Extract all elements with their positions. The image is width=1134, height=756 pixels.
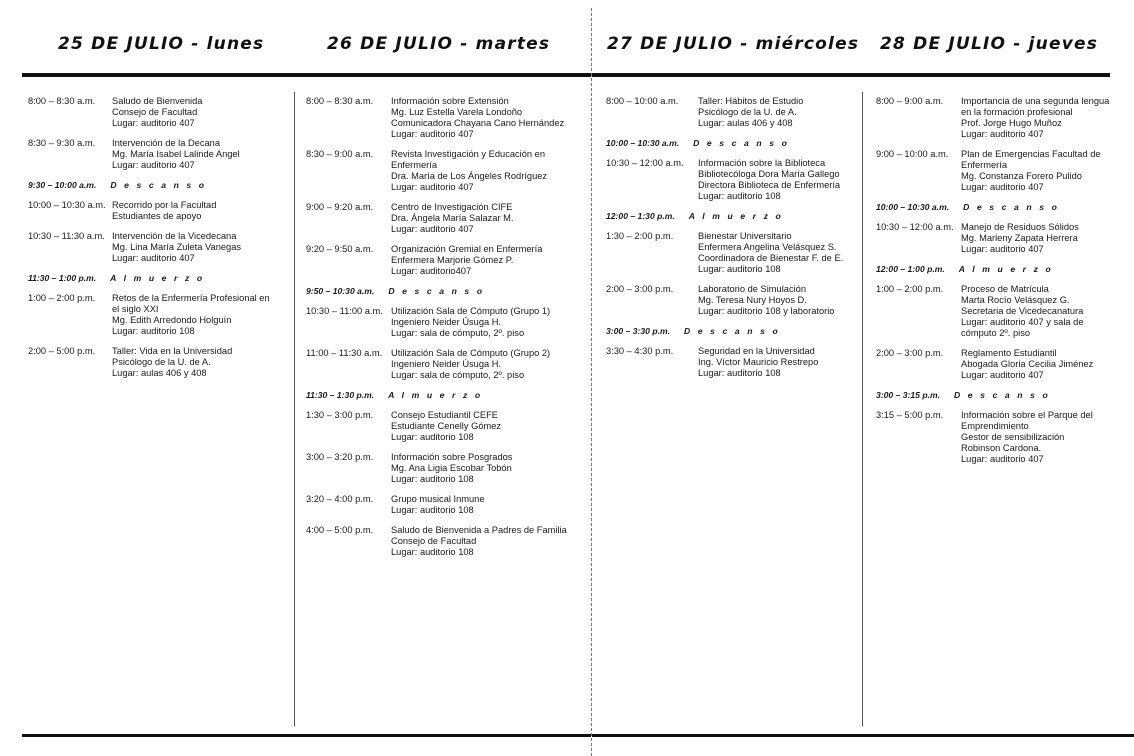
schedule-entry — [876, 348, 1109, 381]
entry-detail-line: Mg. Luz Estella Varela Londoño — [391, 107, 523, 117]
entry-time: 1:30 – 3:00 p.m. — [306, 410, 374, 420]
break-label: D e s c a n s o — [388, 286, 485, 296]
entry-activity: Saludo de Bienvenida a Padres de Familia — [391, 525, 567, 535]
entry-time: 8:00 – 8:30 a.m. — [28, 96, 96, 106]
day-column-25 — [28, 96, 270, 388]
entry-first-row — [306, 494, 567, 505]
entry-time: 1:00 – 2:00 p.m. — [876, 284, 944, 294]
entry-time: 3:30 – 4:30 p.m. — [606, 346, 674, 356]
entry-first-row — [606, 158, 843, 169]
schedule-entry — [606, 284, 843, 317]
entry-detail-line: Lugar: auditorio 407 — [112, 253, 195, 263]
entry-time: 2:00 – 5:00 p.m. — [28, 346, 96, 356]
entry-activity: Revista Investigación y Educación en — [391, 149, 546, 159]
entry-activity: Proceso de Matrícula — [961, 284, 1049, 294]
entry-time: 3:15 – 5:00 p.m. — [876, 410, 944, 420]
entry-activity: Información sobre Extensión — [391, 96, 509, 106]
entry-activity: Información sobre la Biblioteca — [698, 158, 826, 168]
entry-time: 11:00 – 11:30 a.m. — [306, 348, 383, 358]
entry-first-row — [876, 96, 1109, 107]
entry-activity: Laboratorio de Simulación — [698, 284, 807, 294]
break-entry — [876, 202, 1109, 213]
break-entry — [606, 138, 843, 149]
entry-time: 10:30 – 12:00 a.m. — [876, 222, 954, 232]
break-time: 9:50 – 10:30 a.m. — [306, 286, 375, 296]
break-label: D e s c a n s o — [693, 138, 790, 148]
entry-first-row — [28, 96, 270, 107]
entry-detail-line: cómputo 2º. piso — [961, 328, 1031, 338]
entry-detail-line: Enfermería — [961, 160, 1007, 170]
entry-detail-line: Enfermera Marjorie Gómez P. — [391, 255, 514, 265]
schedule-entry — [28, 200, 270, 222]
entry-activity: Taller: Vida en la Universidad — [112, 346, 233, 356]
break-time: 12:00 – 1:30 p.m. — [606, 211, 675, 221]
schedule-entry — [306, 149, 567, 193]
entry-first-row — [306, 149, 567, 160]
schedule-entry — [306, 410, 567, 443]
schedule-entry — [876, 284, 1109, 339]
schedule-entry — [306, 452, 567, 485]
entry-time: 2:00 – 3:00 p.m. — [606, 284, 674, 294]
schedule-entry — [606, 231, 843, 275]
entry-activity: Utilización Sala de Cómputo (Grupo 1) — [391, 306, 551, 316]
break-label: A l m u e r z o — [388, 390, 483, 400]
entry-detail-line: Lugar: auditorio 407 — [961, 454, 1044, 464]
column-separator-1 — [294, 92, 295, 726]
break-time: 11:30 – 1:30 p.m. — [306, 390, 375, 400]
entry-time: 8:30 – 9:30 a.m. — [28, 138, 96, 148]
entry-detail-line: Ingeniero Neider Úsuga H. — [391, 359, 502, 369]
entry-first-row — [28, 200, 270, 211]
break-label: D e s c a n s o — [954, 390, 1051, 400]
entry-detail-line: Abogada Gloria Cecilia Jiménez — [961, 359, 1094, 369]
schedule-entry — [306, 96, 567, 140]
entry-detail-line: Lugar: auditorio 108 — [391, 474, 474, 484]
entry-detail-line: Bibliotecóloga Dora María Gallego — [698, 169, 840, 179]
entry-detail-line: Robinson Cardona. — [961, 443, 1042, 453]
entry-time: 4:00 – 5:00 p.m. — [306, 525, 374, 535]
entry-activity: Utilización Sala de Cómputo (Grupo 2) — [391, 348, 551, 358]
day-column-28 — [876, 96, 1109, 474]
entry-activity: Manejo de Residuos Sólidos — [961, 222, 1079, 232]
entry-detail-line: Lugar: auditorio 407 — [961, 129, 1044, 139]
entry-time: 9:00 – 10:00 a.m. — [876, 149, 949, 159]
entry-first-row — [306, 452, 567, 463]
entry-detail-line: Comunicadora Chayana Cano Hernández — [391, 118, 565, 128]
entry-time: 10:00 – 10:30 a.m. — [28, 200, 106, 210]
footer-rule-right — [592, 734, 1134, 737]
header-rule-right — [592, 73, 1110, 77]
entry-time: 8:00 – 8:30 a.m. — [306, 96, 374, 106]
schedule-entry — [606, 158, 843, 202]
schedule-entry — [306, 494, 567, 516]
schedule-entry — [306, 348, 567, 381]
break-entry — [876, 390, 1109, 401]
break-time: 10:00 – 10:30 a.m. — [606, 138, 680, 148]
schedule-entry — [876, 149, 1109, 193]
entry-detail-line: Dra. Ángela María Salazar M. — [391, 213, 514, 223]
header-rule-left — [22, 73, 591, 77]
entry-detail-line: Ing. Víctor Mauricio Restrepo — [698, 357, 819, 367]
entry-activity: Recorrido por la Facultad — [112, 200, 217, 210]
schedule-entry — [28, 346, 270, 379]
schedule-entry — [28, 96, 270, 129]
break-label: A l m u e r z o — [688, 211, 784, 221]
entry-first-row — [28, 346, 270, 357]
footer-rule-left — [22, 734, 591, 737]
entry-detail-line: Lugar: auditorio 407 — [961, 244, 1044, 254]
entry-first-row — [306, 202, 567, 213]
entry-first-row — [28, 293, 270, 304]
entry-detail-line: Lugar: auditorio 108 — [391, 432, 474, 442]
entry-detail-line: Consejo de Facultad — [112, 107, 198, 117]
entry-activity: Plan de Emergencias Facultad de — [961, 149, 1101, 159]
entry-detail-line: Mg. Marleny Zapata Herrera — [961, 233, 1078, 243]
entry-detail-line: Lugar: sala de cómputo, 2º. piso — [391, 370, 525, 380]
entry-detail-line: Lugar: auditorio 407 — [391, 129, 474, 139]
entry-time: 1:30 – 2:00 p.m. — [606, 231, 674, 241]
day-column-27 — [606, 96, 843, 388]
entry-first-row — [876, 149, 1109, 160]
entry-first-row — [28, 231, 270, 242]
entry-detail-line: Lugar: aulas 406 y 408 — [112, 368, 207, 378]
entry-detail-line: Mg. Constanza Forero Pulido — [961, 171, 1082, 181]
entry-detail-line: Lugar: auditorio 407 — [391, 182, 474, 192]
schedule-entry — [306, 244, 567, 277]
break-entry — [306, 390, 567, 401]
schedule-entry — [876, 222, 1109, 255]
entry-first-row — [306, 525, 567, 536]
entry-detail-line: Lugar: auditorio 108 y laboratorio — [698, 306, 835, 316]
entry-detail-line: Lugar: auditorio 407 — [112, 160, 195, 170]
break-time: 3:00 – 3:15 p.m. — [876, 390, 941, 400]
entry-activity: Organización Gremial en Enfermería — [391, 244, 543, 254]
day-title-25: 25 DE JULIO - lunes — [58, 34, 265, 54]
entry-time: 1:00 – 2:00 p.m. — [28, 293, 96, 303]
entry-detail-line: en la formación profesional — [961, 107, 1073, 117]
break-time: 3:00 – 3:30 p.m. — [606, 326, 671, 336]
day-title-27: 27 DE JULIO - miércoles — [607, 34, 860, 54]
entry-activity: Reglamento Estudiantil — [961, 348, 1057, 358]
entry-detail-line: Coordinadora de Bienestar F. de E. — [698, 253, 844, 263]
schedule-entry — [876, 410, 1109, 465]
entry-first-row — [306, 410, 567, 421]
entry-detail-line: Emprendimiento — [961, 421, 1029, 431]
break-label: A l m u e r z o — [958, 264, 1054, 274]
entry-first-row — [28, 138, 270, 149]
schedule-entry — [28, 231, 270, 264]
entry-detail-line: Psicólogo de la U. de A. — [112, 357, 211, 367]
entry-activity: Centro de Investigación CIFE — [391, 202, 513, 212]
entry-detail-line: Lugar: auditorio 108 — [698, 368, 781, 378]
entry-detail-line: Lugar: auditorio 108 — [391, 505, 474, 515]
break-time: 12:00 – 1:00 p.m. — [876, 264, 945, 274]
entry-detail-line: Lugar: auditorio 108 — [391, 547, 474, 557]
entry-detail-line: Psicólogo de la U. de A. — [698, 107, 797, 117]
entry-activity: Intervención de la Vicedecana — [112, 231, 237, 241]
break-entry — [606, 211, 843, 222]
schedule-entry — [306, 202, 567, 235]
entry-detail-line: Lugar: auditorio 407 — [961, 370, 1044, 380]
entry-activity: Retos de la Enfermería Profesional en — [112, 293, 270, 303]
entry-detail-line: Mg. María Isabel Lalinde Angel — [112, 149, 240, 159]
entry-time: 10:30 – 11:00 a.m. — [306, 306, 383, 316]
entry-detail-line: Estudiantes de apoyo — [112, 211, 202, 221]
break-time: 9:30 – 10:00 a.m. — [28, 180, 97, 190]
entry-detail-line: Mg. Teresa Nury Hoyos D. — [698, 295, 807, 305]
entry-time: 3:00 – 3:20 p.m. — [306, 452, 374, 462]
day-column-26 — [306, 96, 567, 567]
entry-detail-line: Lugar: sala de cómputo, 2º. piso — [391, 328, 525, 338]
break-label: D e s c a n s o — [963, 202, 1060, 212]
entry-activity: Bienestar Universitario — [698, 231, 792, 241]
entry-time: 8:30 – 9:00 a.m. — [306, 149, 374, 159]
entry-detail-line: Secretaria de Vicedecanatura — [961, 306, 1084, 316]
day-title-28: 28 DE JULIO - jueves — [880, 34, 1099, 54]
entry-activity: Información sobre Posgrados — [391, 452, 513, 462]
entry-detail-line: Lugar: auditorio407 — [391, 266, 472, 276]
entry-detail-line: Gestor de sensibilización — [961, 432, 1065, 442]
entry-first-row — [876, 348, 1109, 359]
schedule-entry — [306, 306, 567, 339]
entry-detail-line: Marta Rocío Velásquez G. — [961, 295, 1070, 305]
break-entry — [876, 264, 1109, 275]
entry-first-row — [606, 96, 843, 107]
entry-time: 10:30 – 12:00 a.m. — [606, 158, 684, 168]
entry-detail-line: Lugar: auditorio 108 — [112, 326, 195, 336]
entry-detail-line: Mg. Ana Ligia Escobar Tobón — [391, 463, 512, 473]
entry-first-row — [606, 231, 843, 242]
break-time: 11:30 – 1:00 p.m. — [28, 273, 97, 283]
entry-detail-line: Prof. Jorge Hugo Muñoz — [961, 118, 1062, 128]
entry-detail-line: Ingeniero Neider Úsuga H. — [391, 317, 502, 327]
entry-detail-line: el siglo XXI — [112, 304, 159, 314]
entry-detail-line: Lugar: auditorio 407 y sala de — [961, 317, 1084, 327]
entry-time: 9:20 – 9:50 a.m. — [306, 244, 374, 254]
entry-first-row — [876, 284, 1109, 295]
entry-detail-line: Lugar: auditorio 108 — [698, 264, 781, 274]
entry-detail-line: Consejo de Facultad — [391, 536, 477, 546]
entry-activity: Información sobre el Parque del — [961, 410, 1093, 420]
entry-first-row — [306, 244, 567, 255]
entry-detail-line: Enfermería — [391, 160, 437, 170]
entry-activity: Consejo Estudiantil CEFE — [391, 410, 498, 420]
entry-activity: Grupo musical Inmune — [391, 494, 485, 504]
entry-detail-line: Lugar: aulas 406 y 408 — [698, 118, 793, 128]
entry-detail-line: Mg. Lina María Zuleta Vanegas — [112, 242, 242, 252]
entry-activity: Seguridad en la Universidad — [698, 346, 815, 356]
break-label: A l m u e r z o — [110, 273, 205, 283]
break-entry — [28, 180, 270, 191]
entry-activity: Intervención de la Decana — [112, 138, 221, 148]
break-label: D e s c a n s o — [110, 180, 207, 190]
entry-activity: Saludo de Bienvenida — [112, 96, 203, 106]
entry-time: 8:00 – 10:00 a.m. — [606, 96, 679, 106]
entry-time: 10:30 – 11:30 a.m. — [28, 231, 105, 241]
schedule-entry — [606, 96, 843, 129]
entry-first-row — [876, 222, 1109, 233]
break-entry — [606, 326, 843, 337]
schedule-entry — [606, 346, 843, 379]
entry-time: 9:00 – 9:20 a.m. — [306, 202, 374, 212]
schedule-entry — [306, 525, 567, 558]
entry-first-row — [306, 96, 567, 107]
center-fold-line — [591, 8, 592, 756]
entry-activity: Importancia de una segunda lengua — [961, 96, 1110, 106]
entry-first-row — [876, 410, 1109, 421]
entry-time: 2:00 – 3:00 p.m. — [876, 348, 944, 358]
break-entry — [28, 273, 270, 284]
entry-detail-line: Mg. Edith Arredondo Holguín — [112, 315, 232, 325]
entry-detail-line: Lugar: auditorio 407 — [391, 224, 474, 234]
entry-detail-line: Lugar: auditorio 407 — [112, 118, 195, 128]
entry-activity: Taller: Hábitos de Estudio — [698, 96, 804, 106]
break-time: 10:00 – 10:30 a.m. — [876, 202, 950, 212]
entry-first-row — [306, 306, 567, 317]
schedule-entry — [876, 96, 1109, 140]
schedule-entry — [28, 138, 270, 171]
day-title-26: 26 DE JULIO - martes — [327, 34, 551, 54]
entry-first-row — [606, 346, 843, 357]
entry-detail-line: Lugar: auditorio 407 — [961, 182, 1044, 192]
column-separator-3 — [862, 92, 863, 726]
entry-first-row — [306, 348, 567, 359]
entry-first-row — [606, 284, 843, 295]
entry-detail-line: Dra. María de Los Ángeles Rodríguez — [391, 171, 548, 181]
entry-detail-line: Estudiante Cenelly Gómez — [391, 421, 502, 431]
entry-time: 3:20 – 4:00 p.m. — [306, 494, 374, 504]
entry-detail-line: Enfermera Angelina Velásquez S. — [698, 242, 837, 252]
break-label: D e s c a n s o — [684, 326, 781, 336]
entry-detail-line: Lugar: auditorio 108 — [698, 191, 781, 201]
break-entry — [306, 286, 567, 297]
entry-time: 8:00 – 9:00 a.m. — [876, 96, 944, 106]
schedule-entry — [28, 293, 270, 337]
entry-detail-line: Directora Biblioteca de Enfermería — [698, 180, 841, 190]
